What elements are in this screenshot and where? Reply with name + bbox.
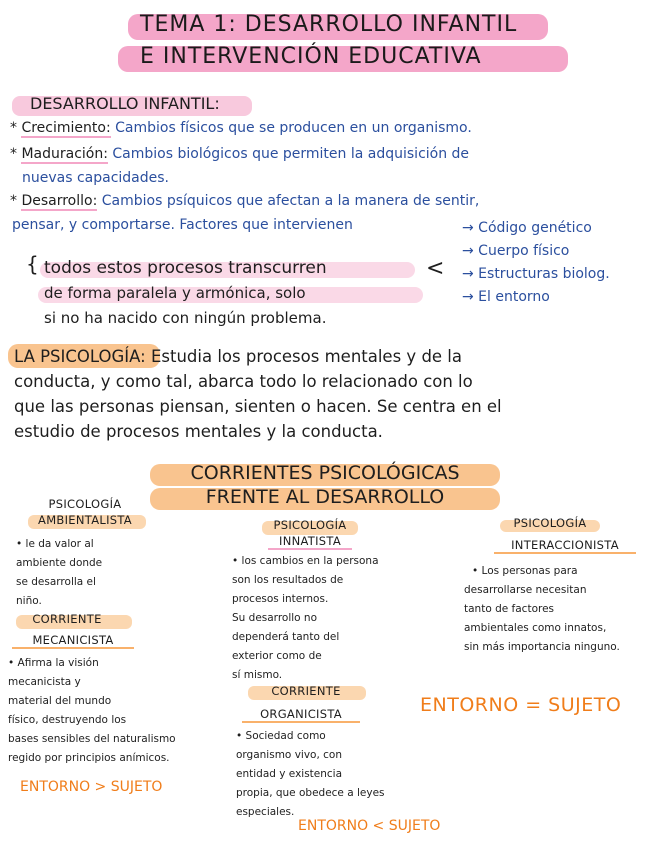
col2-subline: organismo vivo, con	[236, 749, 342, 761]
psicologia-heading: LA PSICOLOGÍA	[14, 347, 141, 366]
col3-line: sin más importancia ninguno.	[464, 641, 620, 653]
col3-formula: ENTORNO = SUJETO	[420, 694, 622, 716]
corrientes-heading-2: FRENTE AL DESARROLLO	[205, 486, 445, 508]
factor-item: → Código genético	[462, 220, 592, 236]
bullet: *	[10, 120, 17, 136]
psicologia-line: : Estudia los procesos mentales y de la	[140, 347, 463, 366]
bullet: *	[10, 193, 17, 209]
psicologia-line: que las personas piensan, sienten o hacen. Se centra en el	[14, 397, 502, 416]
col2-subline: entidad y existencia	[236, 768, 343, 780]
col2-line: dependerá tanto del	[232, 631, 340, 643]
factores-list	[462, 217, 610, 309]
definition-desarrollo	[10, 193, 479, 209]
col2-formula: ENTORNO < SUJETO	[298, 818, 441, 834]
corrientes-heading-1: CORRIENTES PSICOLÓGICAS	[190, 462, 460, 484]
col1-sub-2: MECANICISTA	[12, 633, 134, 649]
note-line: de forma paralela y armónica, solo	[44, 284, 306, 302]
bullet: *	[10, 146, 17, 162]
psicologia-line: estudio de procesos mentales y la conducta.	[14, 422, 383, 441]
term-maduracion: Maduración:	[21, 146, 108, 162]
page-title-line-2: E INTERVENCIÓN EDUCATIVA	[140, 44, 482, 69]
col1-line: se desarrolla el	[16, 576, 96, 588]
section-heading-desarrollo: DESARROLLO INFANTIL:	[30, 94, 220, 113]
col3-title-2: INTERACCIONISTA	[494, 538, 636, 554]
note-bracket-left: {	[26, 252, 39, 276]
definition-text: Cambios biológicos que permiten la adquisición de	[112, 146, 470, 162]
col2-line: sí mismo.	[232, 669, 283, 681]
col1-sub-1: CORRIENTE	[32, 612, 102, 626]
col1-line: niño.	[16, 595, 42, 607]
col2-line: procesos internos.	[232, 593, 329, 605]
definition-text: Cambios psíquicos que afectan a la manera de sentir,	[101, 193, 480, 209]
factor-item: → Estructuras biolog.	[462, 266, 610, 282]
col2-line: • los cambios en la persona	[232, 555, 379, 567]
col1-subline: regido por principios anímicos.	[8, 752, 170, 764]
col1-text	[16, 535, 156, 611]
col2-line: son los resultados de	[232, 574, 344, 586]
col1-title-2: AMBIENTALISTA	[38, 513, 132, 527]
col1-subline: mecanicista y	[8, 676, 81, 688]
definition-text-cont: nuevas capacidades.	[22, 170, 170, 186]
col1-subline: material del mundo	[8, 695, 112, 707]
definition-text: Cambios físicos que se producen en un organismo.	[115, 120, 472, 136]
term-crecimiento: Crecimiento:	[21, 120, 111, 136]
col3-text	[464, 562, 654, 657]
page-title-line-1: TEMA 1: DESARROLLO INFANTIL	[140, 12, 518, 37]
col1-title-1: PSICOLOGÍA	[48, 497, 122, 511]
col2-text	[232, 552, 432, 685]
col1-subline: bases sensibles del naturalismo	[8, 733, 176, 745]
col2-subline: especiales.	[236, 806, 295, 818]
col1-subline: físico, destruyendo los	[8, 714, 127, 726]
definition-crecimiento	[10, 120, 472, 136]
psicologia-block	[14, 344, 502, 444]
factor-item: → El entorno	[462, 289, 550, 305]
definition-maduracion	[10, 146, 469, 162]
col1-subtext	[8, 654, 228, 768]
col1-formula: ENTORNO > SUJETO	[20, 779, 163, 795]
col1-subline: • Afirma la visión	[8, 657, 99, 669]
col2-subline: • Sociedad como	[236, 730, 326, 742]
col3-title-1: PSICOLOGÍA	[513, 516, 587, 530]
note-bracket-right: <	[426, 256, 445, 281]
col1-line: • le da valor al	[16, 538, 94, 550]
factor-item: → Cuerpo físico	[462, 243, 570, 259]
col2-line: Su desarrollo no	[232, 612, 318, 624]
psicologia-line: conducta, y como tal, abarca todo lo relacionado con lo	[14, 372, 473, 391]
col2-sub-2: ORGANICISTA	[242, 707, 360, 723]
col1-line: ambiente donde	[16, 557, 103, 569]
col2-sub-1: CORRIENTE	[271, 684, 341, 698]
term-desarrollo: Desarrollo:	[21, 193, 98, 209]
process-note	[44, 256, 327, 331]
col2-title-1: PSICOLOGÍA	[273, 518, 347, 532]
col2-line: exterior como de	[232, 650, 322, 662]
col2-subline: propia, que obedece a leyes	[236, 787, 385, 799]
col2-title-2: INNATISTA	[268, 534, 352, 550]
col3-line: tanto de factores	[464, 603, 555, 615]
definition-text-cont: pensar, y comportarse. Factores que intervienen	[12, 217, 353, 233]
col3-line: ambientales como innatos,	[464, 622, 607, 634]
col3-line: desarrollarse necesitan	[464, 584, 587, 596]
note-line: todos estos procesos transcurren	[44, 258, 327, 278]
col3-line: • Los personas para	[472, 565, 578, 577]
col2-subtext	[236, 727, 456, 822]
note-line: si no ha nacido con ningún problema.	[44, 309, 327, 327]
